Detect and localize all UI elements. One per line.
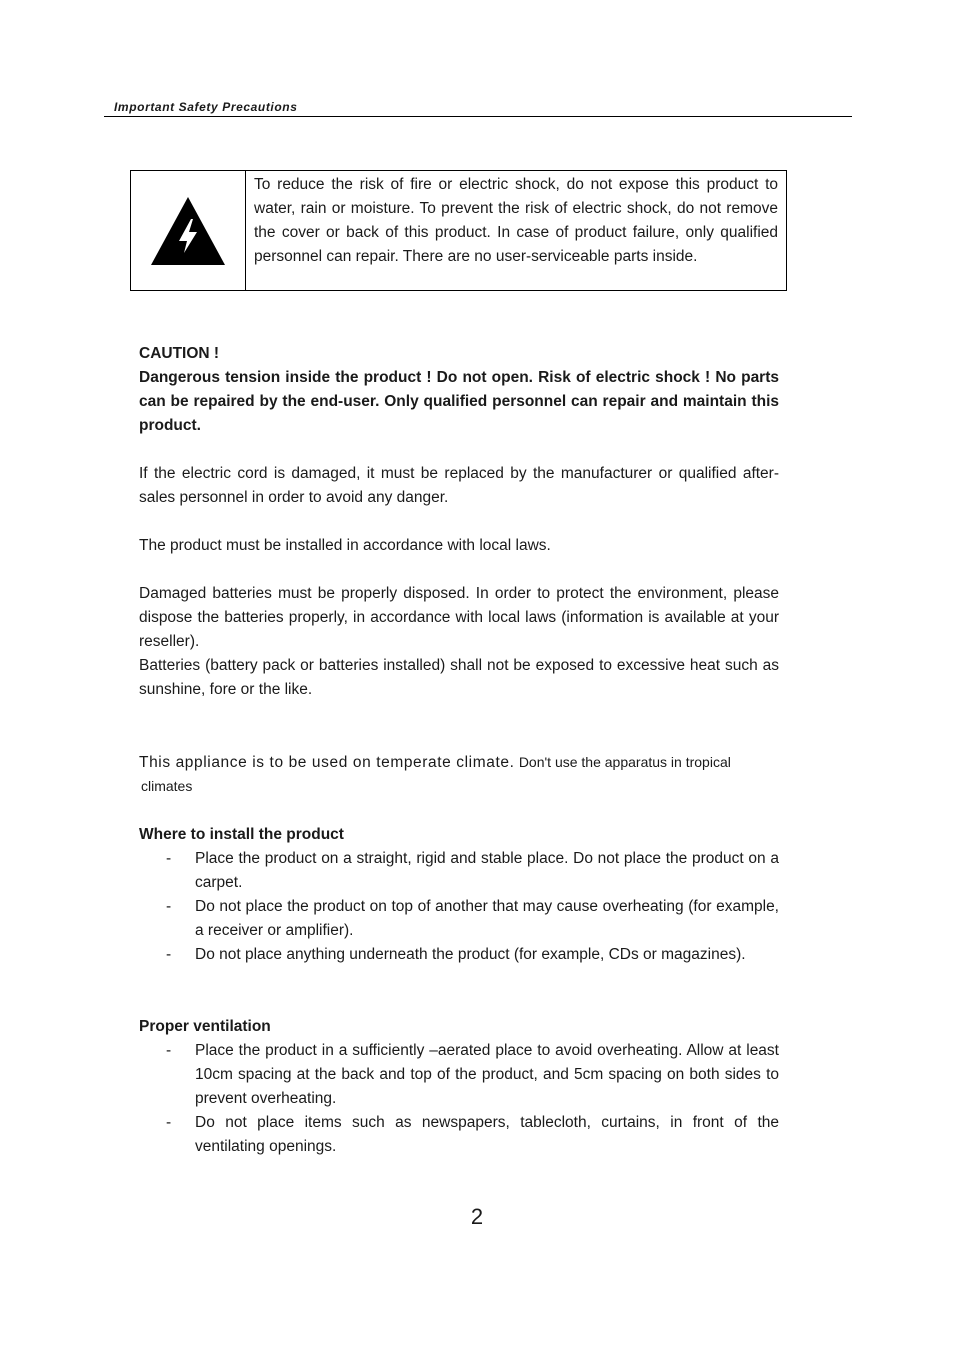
list-item-text: Do not place the product on top of another that may cause overheating (for example, a receiver or amplifier). (195, 898, 779, 939)
warning-box (130, 170, 787, 291)
laws-paragraph: The product must be installed in accordance with local laws. (139, 537, 551, 554)
batteries-heat-paragraph: Batteries (battery pack or batteries installed) shall not be exposed to excessive heat such as sunshine, fore or the like. (139, 657, 779, 698)
header-rule (104, 116, 852, 117)
list-item (139, 895, 779, 943)
page-number: 2 (470, 1204, 484, 1229)
ventilation-list (139, 1039, 779, 1159)
warning-text: To reduce the risk of fire or electric shock, do not expose this product to water, rain or moisture. To prevent the risk of electric shock, do not remove the cover or back of this product. In case of product failure, only qualified personnel can repair. There are no user-serviceable parts inside. (254, 176, 778, 265)
list-item-text: Do not place anything underneath the product (for example, CDs or magazines). (195, 946, 746, 963)
climate-main-text: This appliance is to be used on temperate climate. (139, 754, 515, 771)
page-header-title: Important Safety Precautions (114, 100, 298, 114)
climate-continuation: climates (141, 778, 193, 794)
climate-tail-text: Don't use the apparatus in tropical (518, 754, 731, 770)
ventilation-heading: Proper ventilation (139, 1018, 271, 1035)
list-item (139, 847, 779, 895)
list-item-text: Place the product in a sufficiently –aerated place to avoid overheating. Allow at least 10cm spacing at the back and top of the product, and 5cm spacing on both sides to prevent overheating. (195, 1042, 779, 1107)
list-dash: - (166, 850, 172, 867)
list-item (139, 1111, 779, 1159)
caution-heading: CAUTION ! (139, 345, 220, 362)
install-list (139, 847, 779, 967)
electric-shock-warning-icon (149, 195, 227, 267)
cord-paragraph: If the electric cord is damaged, it must be replaced by the manufacturer or qualified after-sales personnel in order to avoid any danger. (139, 465, 779, 506)
list-dash: - (166, 898, 172, 915)
list-item (139, 943, 779, 967)
warning-icon-cell (131, 171, 246, 290)
list-item-text: Do not place items such as newspapers, tablecloth, curtains, in front of the ventilating openings. (195, 1114, 779, 1155)
list-dash: - (166, 946, 172, 963)
list-item-text: Place the product on a straight, rigid and stable place. Do not place the product on a carpet. (195, 850, 779, 891)
list-item (139, 1039, 779, 1111)
climate-paragraph (139, 750, 799, 775)
install-heading: Where to install the product (139, 826, 344, 843)
list-dash: - (166, 1042, 172, 1059)
list-dash: - (166, 1114, 172, 1131)
batteries-dispose-paragraph: Damaged batteries must be properly disposed. In order to protect the environment, please dispose the batteries properly, in accordance with local laws (information is available at your reseller). (139, 585, 779, 650)
caution-body: Dangerous tension inside the product ! Do not open. Risk of electric shock ! No parts can be repaired by the end-user. Only qualified personnel can repair and maintain this product. (139, 369, 779, 434)
